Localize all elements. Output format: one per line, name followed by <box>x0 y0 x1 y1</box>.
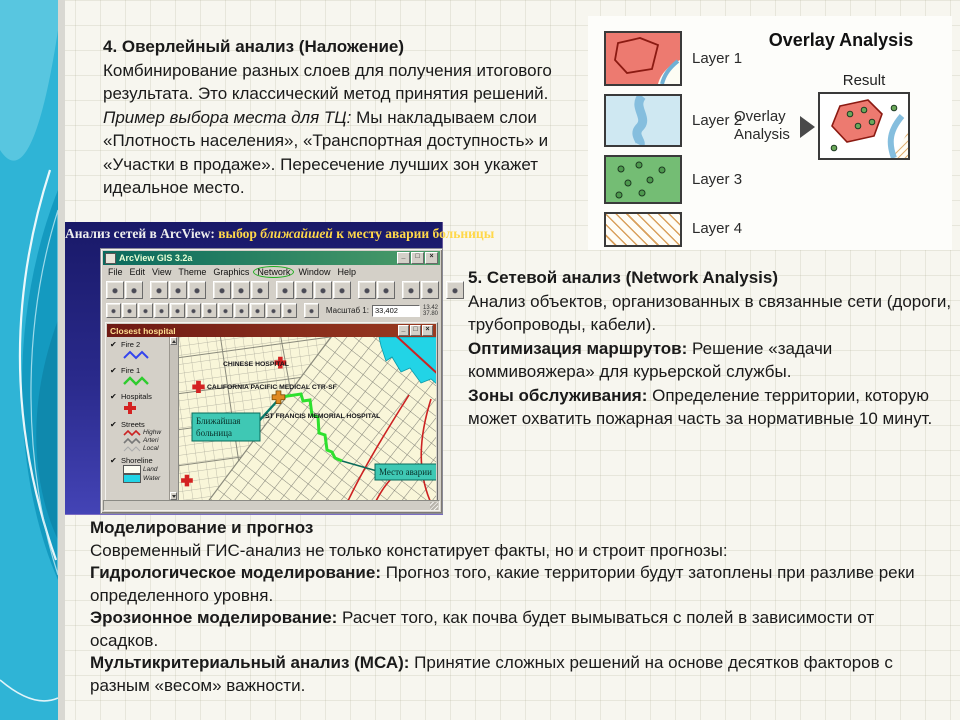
scroll-up-icon[interactable] <box>170 337 177 345</box>
toolbar-button[interactable] <box>304 303 319 318</box>
red-cross-icon <box>123 401 137 415</box>
callout-accident-site <box>375 464 436 480</box>
legend-sub-label: Arteri <box>143 437 159 444</box>
overlay-arrow-caption <box>734 108 790 144</box>
toolbar-button[interactable] <box>169 281 187 299</box>
checkbox-checked-icon[interactable] <box>110 421 118 429</box>
maximize-icon[interactable] <box>411 252 424 264</box>
overlay-section-heading: 4. Оверлейный анализ (Наложение) <box>103 37 405 56</box>
toolbar-button[interactable] <box>421 281 439 299</box>
toolbar-button[interactable] <box>122 303 137 318</box>
mca-text: Принятие сложных решений на основе десятков факторов с разным «весом» важности. <box>90 653 893 695</box>
map-view[interactable] <box>179 337 436 500</box>
toolbar-button[interactable] <box>314 281 332 299</box>
layer4-thumbnail <box>604 212 682 247</box>
toolbar-button[interactable] <box>170 303 185 318</box>
map-document-window <box>105 322 438 502</box>
menu-bar <box>103 265 440 278</box>
arrow-right-icon <box>800 116 815 138</box>
map-graphic <box>179 337 436 500</box>
sidebar-shadow-edge <box>58 0 65 720</box>
toolbar-button[interactable] <box>446 281 464 299</box>
layer2-thumbnail <box>604 94 682 147</box>
erosion-paragraph <box>90 607 942 652</box>
app-icon <box>105 253 116 264</box>
menu-item-view[interactable]: View <box>152 266 172 277</box>
coordinate-x: 13.42 <box>422 304 438 311</box>
map-label-st-francis: ST FRANCIS MEMORIAL HOSPITAL <box>265 413 381 420</box>
checkbox-checked-icon[interactable] <box>110 393 118 401</box>
minimize-icon[interactable] <box>397 252 410 264</box>
caption-prefix: Анализ сетей в ArcView: <box>65 226 219 241</box>
toolbar-button[interactable] <box>213 281 231 299</box>
layer2-label: Layer 2 <box>692 112 743 129</box>
layer1-label: Layer 1 <box>692 50 743 67</box>
zones-label: Зоны обслуживания: <box>468 385 648 405</box>
map-label-california-pacific: CALIFORNIA PACIFIC MEDICAL CTR-SF <box>207 384 337 391</box>
sidebar-wave-decoration <box>0 0 58 720</box>
toolbar-row-1 <box>103 278 440 301</box>
scale-value-field[interactable]: 33,402 <box>372 305 420 317</box>
toolbar-button[interactable] <box>106 303 121 318</box>
scale-readout <box>326 305 440 317</box>
toolbar-button[interactable] <box>125 281 143 299</box>
resize-grip-icon[interactable] <box>430 502 438 510</box>
toolbar-row-2 <box>103 301 440 320</box>
legend-label: Streets <box>121 420 145 429</box>
caption-highlight-italic: ближайшей <box>260 226 333 241</box>
layer1-thumbnail <box>604 31 682 86</box>
toolbar-button[interactable] <box>218 303 233 318</box>
zones-text: Определение территории, которую может охватить пожарная часть за нормативные 10 минут. <box>468 385 933 428</box>
document-title: Closest hospital <box>110 325 176 336</box>
legend-label: Hospitals <box>121 392 152 401</box>
hydro-label: Гидрологическое моделирование: <box>90 563 381 582</box>
network-analysis-section <box>468 266 960 431</box>
modeling-section <box>90 517 942 697</box>
menu-item-theme[interactable]: Theme <box>178 266 207 277</box>
routes-text: Решение «задачи коммивояжера» для курьерской службы. <box>468 338 833 381</box>
hydro-paragraph <box>90 562 942 607</box>
coordinate-y: 37.80 <box>422 310 438 317</box>
close-icon[interactable] <box>425 252 438 264</box>
layer4-label: Layer 4 <box>692 220 743 237</box>
legend-item-streets[interactable] <box>110 420 178 453</box>
checkbox-checked-icon[interactable] <box>110 341 118 349</box>
layer3-graphic <box>606 157 680 202</box>
toolbar-button[interactable] <box>202 303 217 318</box>
legend-label: Fire 2 <box>121 340 141 349</box>
layer2-graphic <box>606 96 680 145</box>
checkbox-checked-icon[interactable] <box>110 367 118 375</box>
network-routes-paragraph <box>468 337 960 384</box>
highway-line-icon <box>123 429 141 437</box>
arcview-screenshot-frame <box>65 222 495 515</box>
routes-label: Оптимизация маршрутов: <box>468 338 688 358</box>
network-section-heading: 5. Сетевой анализ (Network Analysis) <box>468 268 778 287</box>
layer1-graphic <box>606 33 680 84</box>
modeling-intro: Современный ГИС-анализ не только констатирует факты, но и строит прогнозы: <box>90 540 728 560</box>
toolbar-button[interactable] <box>333 281 351 299</box>
legend-item-hospitals[interactable] <box>110 392 178 417</box>
toolbar-button[interactable] <box>377 281 395 299</box>
toolbar-button[interactable] <box>295 281 313 299</box>
local-line-icon <box>123 445 141 453</box>
legend-item-shoreline[interactable] <box>110 456 178 483</box>
document-window-controls <box>398 325 433 336</box>
land-swatch-icon <box>123 465 141 474</box>
checkbox-checked-icon[interactable] <box>110 457 118 465</box>
legend-label: Fire 1 <box>121 366 141 375</box>
toolbar-button[interactable] <box>250 303 265 318</box>
overlay-analysis-section <box>103 35 577 200</box>
maximize-icon[interactable] <box>410 325 421 336</box>
legend-sub-label: Highw <box>143 429 162 436</box>
layer3-thumbnail <box>604 155 682 204</box>
scale-label: Масштаб 1: <box>325 306 369 315</box>
toolbar-button[interactable] <box>186 303 201 318</box>
window-title: ArcView GIS 3.2a <box>119 253 193 263</box>
result-label: Result <box>842 72 886 89</box>
legend-label: Shoreline <box>121 456 153 465</box>
toolbar-button[interactable] <box>358 281 376 299</box>
callout-nearest-line1: Ближайшая <box>196 416 241 426</box>
toolbar-button[interactable] <box>150 281 168 299</box>
arterial-line-icon <box>123 437 141 445</box>
overlay-section-body: Комбинирование разных слоев для получения итогового результата. Это классический метод принятия решений. <box>103 60 552 103</box>
blue-route-line-icon <box>123 349 149 361</box>
erosion-text: Расчет того, как почва будет вымываться с полей в зависимости от осадков. <box>90 608 875 650</box>
menu-item-help[interactable]: Help <box>337 266 356 277</box>
arcview-window <box>100 248 443 514</box>
menu-item-file[interactable]: File <box>108 266 123 277</box>
mca-paragraph <box>90 652 942 697</box>
toolbar-button[interactable] <box>276 281 294 299</box>
result-thumbnail <box>818 92 910 160</box>
toolbar-button[interactable] <box>266 303 281 318</box>
network-zones-paragraph <box>468 384 960 431</box>
legend-sub-label: Local <box>143 445 159 452</box>
green-route-line-icon <box>123 375 149 387</box>
callout-accident-label: Место аварии <box>379 467 432 477</box>
overlay-diagram-title: Overlay Analysis <box>768 30 914 50</box>
scroll-down-icon[interactable] <box>170 492 177 500</box>
legend-item-fire2[interactable] <box>110 340 178 363</box>
legend-scrollbar[interactable] <box>169 337 178 500</box>
layer3-label: Layer 3 <box>692 171 743 188</box>
close-icon[interactable] <box>422 325 433 336</box>
toolbar-button[interactable] <box>251 281 269 299</box>
overlay-example-label: Пример выбора места для ТЦ: <box>103 107 352 127</box>
callout-nearest-line2: больница <box>196 428 232 438</box>
legend-item-fire1[interactable] <box>110 366 178 389</box>
network-section-body: Анализ объектов, организованных в связанные сети (дороги, трубопроводы, кабели). <box>468 291 952 334</box>
menu-item-window[interactable]: Window <box>298 266 331 277</box>
overlay-section-example <box>103 106 577 200</box>
menu-item-edit[interactable]: Edit <box>129 266 146 277</box>
caption-highlight2: к месту аварии больницы <box>332 226 495 241</box>
menu-item-network-highlighted[interactable]: Network <box>253 266 294 278</box>
caption-highlight1: выбор <box>218 226 261 241</box>
menu-item-graphics[interactable]: Graphics <box>213 266 250 277</box>
arcview-titlebar <box>103 251 440 265</box>
callout-nearest-hospital <box>192 413 260 441</box>
coordinate-readout <box>423 305 438 317</box>
status-bar <box>103 500 440 511</box>
mca-label: Мультикритериальный анализ (МСА): <box>90 653 410 672</box>
toolbar-button[interactable] <box>234 303 249 318</box>
toolbar-button[interactable] <box>188 281 206 299</box>
toolbar-button[interactable] <box>402 281 420 299</box>
toolbar-button[interactable] <box>138 303 153 318</box>
window-controls <box>397 252 438 264</box>
toolbar-button[interactable] <box>154 303 169 318</box>
toolbar-button[interactable] <box>106 281 124 299</box>
document-titlebar <box>107 324 436 337</box>
hydro-text: Прогноз того, какие территории будут затоплены при разливе реки определенного уровня. <box>90 563 915 605</box>
water-swatch-icon <box>123 474 141 483</box>
overlay-example-text: Мы накладываем слои «Плотность населения», «Транспортная доступность» и «Участки в продаже». Пересечение лучших зон укажет идеальное место. <box>103 107 549 197</box>
overlay-arrow-caption-line2: Analysis <box>734 126 790 143</box>
overlay-arrow-caption-line1: Overlay <box>734 108 786 125</box>
screenshot-caption <box>65 226 495 242</box>
toolbar-button[interactable] <box>232 281 250 299</box>
result-graphic <box>820 94 908 158</box>
map-label-chinese-hospital: CHINESE HOSPITAL <box>223 361 289 368</box>
legend-sub-label: Water <box>143 474 161 482</box>
overlay-diagram-panel <box>588 16 952 250</box>
legend-panel <box>107 337 179 500</box>
toolbar-button[interactable] <box>282 303 297 318</box>
minimize-icon[interactable] <box>398 325 409 336</box>
legend-sub-label: Land <box>143 465 158 473</box>
modeling-heading: Моделирование и прогноз <box>90 518 314 537</box>
erosion-label: Эрозионное моделирование: <box>90 608 338 627</box>
